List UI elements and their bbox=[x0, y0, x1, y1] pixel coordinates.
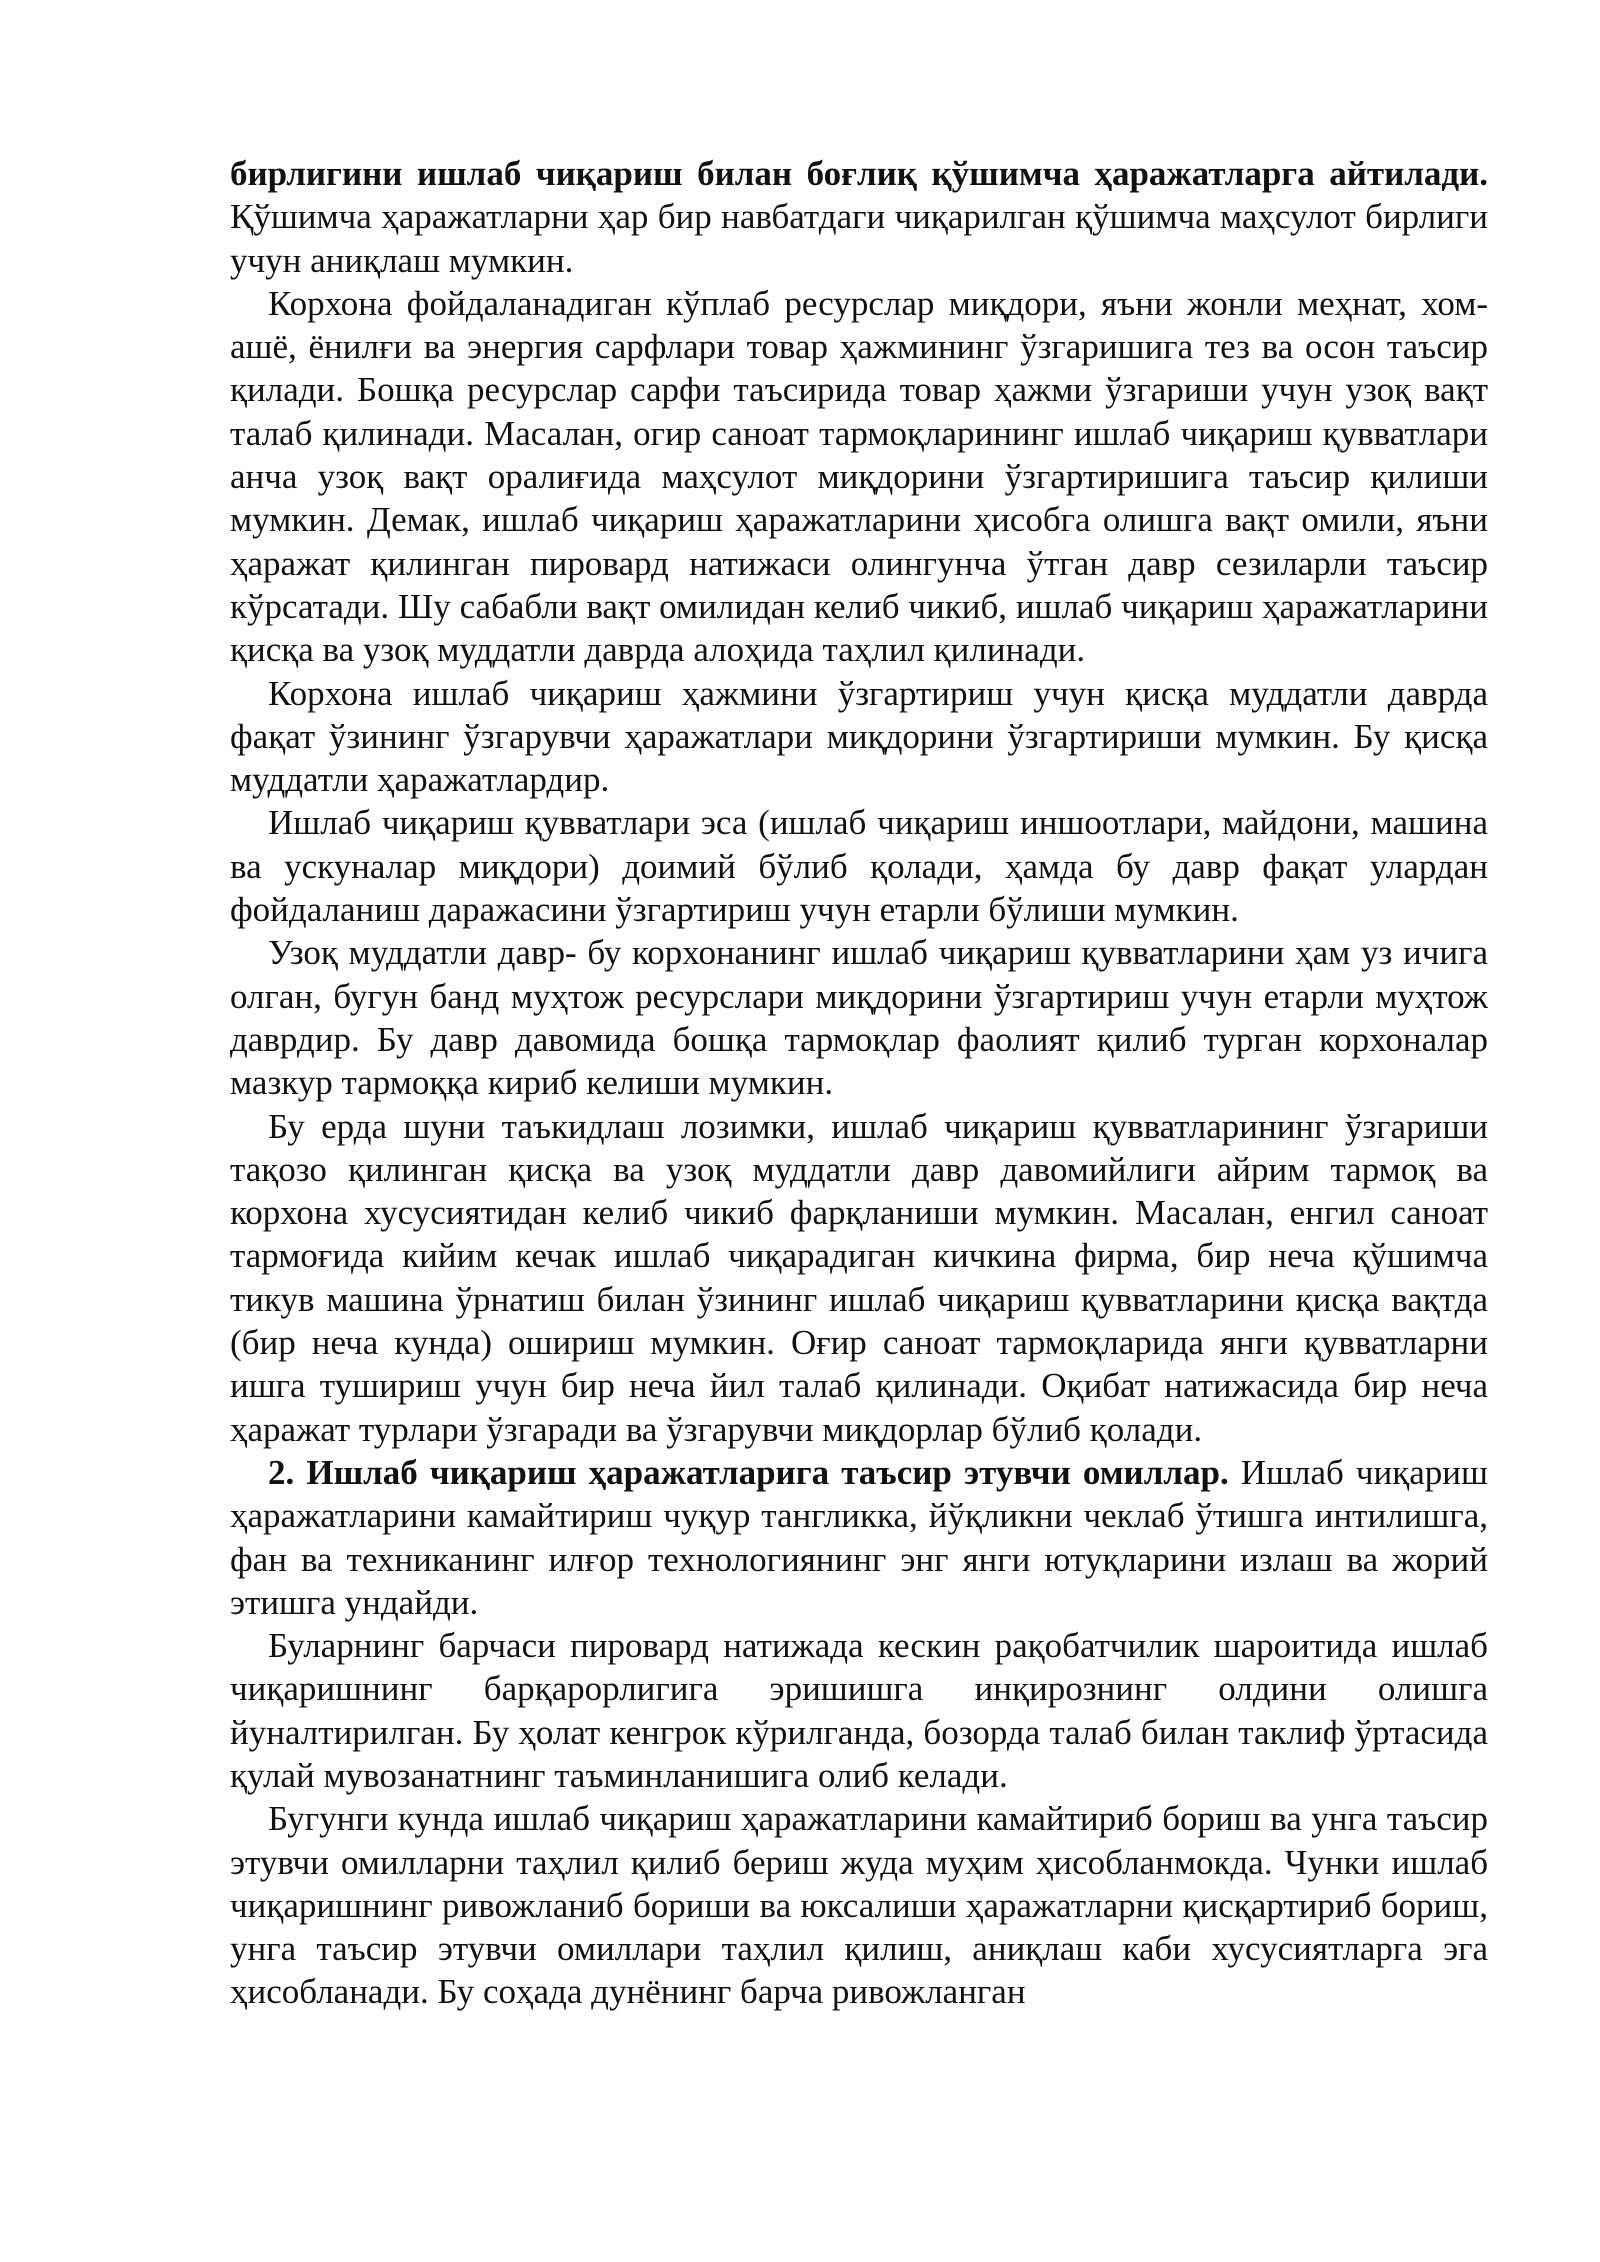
paragraph-6-text: Бу ерда шуни таъкидлаш лозимки, ишлаб чиқариш қувватларининг ўзгариши тақозо қилинган қисқа ва узоқ муддатли давр давомийлиги айрим тармоқ ва корхона хусусиятидан келиб чикиб фарқланиши мумкин. Масалан, енгил саноат тармоғида кийим кечак ишлаб чиқарадиган кичкина фирма, бир неча қўшимча тикув машина ўрнатиш билан ўзининг ишлаб чиқариш қувватларини қисқа вақтда (бир неча кунда) ошириш мумкин. Оғир саноат тармоқларида янги қувватларни ишга тушириш учун бир неча йил талаб қилинади. Оқибат натижасида бир неча ҳаражат турлари ўзгаради ва ўзгарувчи миқдорлар бўлиб қолади. bbox=[230, 1106, 1488, 1449]
paragraph-3-text: Корхона ишлаб чиқариш ҳажмини ўзгартириш учун қисқа муддатли даврда фақат ўзининг ўзгарувчи ҳаражатлари миқдорини ўзгартириши мумкин. Бу қисқа муддатли ҳаражатлардир. bbox=[230, 673, 1488, 800]
paragraph-4 bbox=[230, 801, 1488, 931]
paragraph-9 bbox=[230, 1797, 1488, 2013]
paragraph-2-text: Корхона фойдаланадиган кўплаб ресурслар миқдори, яъни жонли меҳнат, хом-ашё, ёнилғи ва энергия сарфлари товар ҳажмининг ўзгаришига тез ва осон таъсир қилади. Бошқа ресурслар сарфи таъсирида товар ҳажми ўзгариши учун узоқ вақт талаб қилинади. Масалан, огир саноат тармоқларининг ишлаб чиқариш қувватлари анча узоқ вақт оралиғида маҳсулот миқдорини ўзгартиришига таъсир қилиши мумкин. Демак, ишлаб чиқариш ҳаражатларини ҳисобга олишга вақт омили, яъни ҳаражат қилинган пировард натижаси олингунча ўтган давр сезиларли таъсир кўрсатади. Шу сабабли вақт омилидан келиб чикиб, ишлаб чиқариш ҳаражатларини қисқа ва узоқ муддатли даврда алоҳида таҳлил қилинади. bbox=[230, 283, 1488, 670]
paragraph-4-text: Ишлаб чиқариш қувватлари эса (ишлаб чиқариш иншоотлари, майдони, машина ва ускуналар миқдори) доимий бўлиб қолади, ҳамда бу давр фақат улардан фойдаланиш даражасини ўзгартириш учун етарли бўлиши мумкин. bbox=[230, 803, 1488, 930]
section-heading: 2. Ишлаб чиқариш ҳаражатларига таъсир этувчи омиллар. bbox=[268, 1452, 1229, 1492]
paragraph-1-bold-lead: бирлигини ишлаб чиқариш билан боғлиқ қўшимча ҳаражатларга айтилади. bbox=[230, 154, 1488, 193]
paragraph-1 bbox=[230, 152, 1488, 282]
paragraph-6 bbox=[230, 1105, 1488, 1451]
paragraph-7-text: Ишлаб чиқариш ҳаражатларини камайтириш чуқур тангликка, йўқликни чеклаб ўтишга интилишга, фан ва техниканинг илғор технологиянинг энг янги ютуқларини излаш ва жорий этишга ундайди. bbox=[230, 1452, 1488, 1622]
paragraph-1-text: Қўшимча ҳаражатларни ҳар бир навбатдаги чиқарилган қўшимча маҳсулот бирлиги учун аниқлаш мумкин. bbox=[230, 197, 1488, 280]
paragraph-8 bbox=[230, 1624, 1488, 1797]
paragraph-8-text: Буларнинг барчаси пировард натижада кескин рақобатчилик шароитида ишлаб чиқаришнинг барқарорлигига эришишга инқирознинг олдини олишга йуналтирилган. Бу ҳолат кенгрок кўрилганда, бозорда талаб билан таклиф ўртасида қулай мувозанатнинг таъминланишига олиб келади. bbox=[230, 1626, 1488, 1795]
paragraph-5 bbox=[230, 931, 1488, 1104]
paragraph-3 bbox=[230, 672, 1488, 802]
paragraph-2 bbox=[230, 282, 1488, 672]
document-page bbox=[230, 152, 1488, 2014]
section-heading-paragraph bbox=[230, 1451, 1488, 1624]
paragraph-5-text: Узоқ муддатли давр- бу корхонанинг ишлаб чиқариш қувватларини ҳам уз ичига олган, бугун банд муҳтож ресурслари миқдорини ўзгартириш учун етарли муҳтож даврдир. Бу давр давомида бошқа тармоқлар фаолият қилиб турган корхоналар мазкур тармоққа кириб келиши мумкин. bbox=[230, 933, 1488, 1103]
paragraph-9-text: Бугунги кунда ишлаб чиқариш ҳаражатларини камайтириб бориш ва унга таъсир этувчи омилларни таҳлил қилиб бериш жуда муҳим ҳисобланмокда. Чунки ишлаб чиқаришнинг ривожланиб бориши ва юксалиши ҳаражатларни қисқартириб бориш, унга таъсир этувчи омиллари таҳлил қилиш, аниқлаш каби хусусиятларга эга ҳисобланади. Бу соҳада дунёнинг барча ривожланган bbox=[230, 1799, 1488, 2012]
